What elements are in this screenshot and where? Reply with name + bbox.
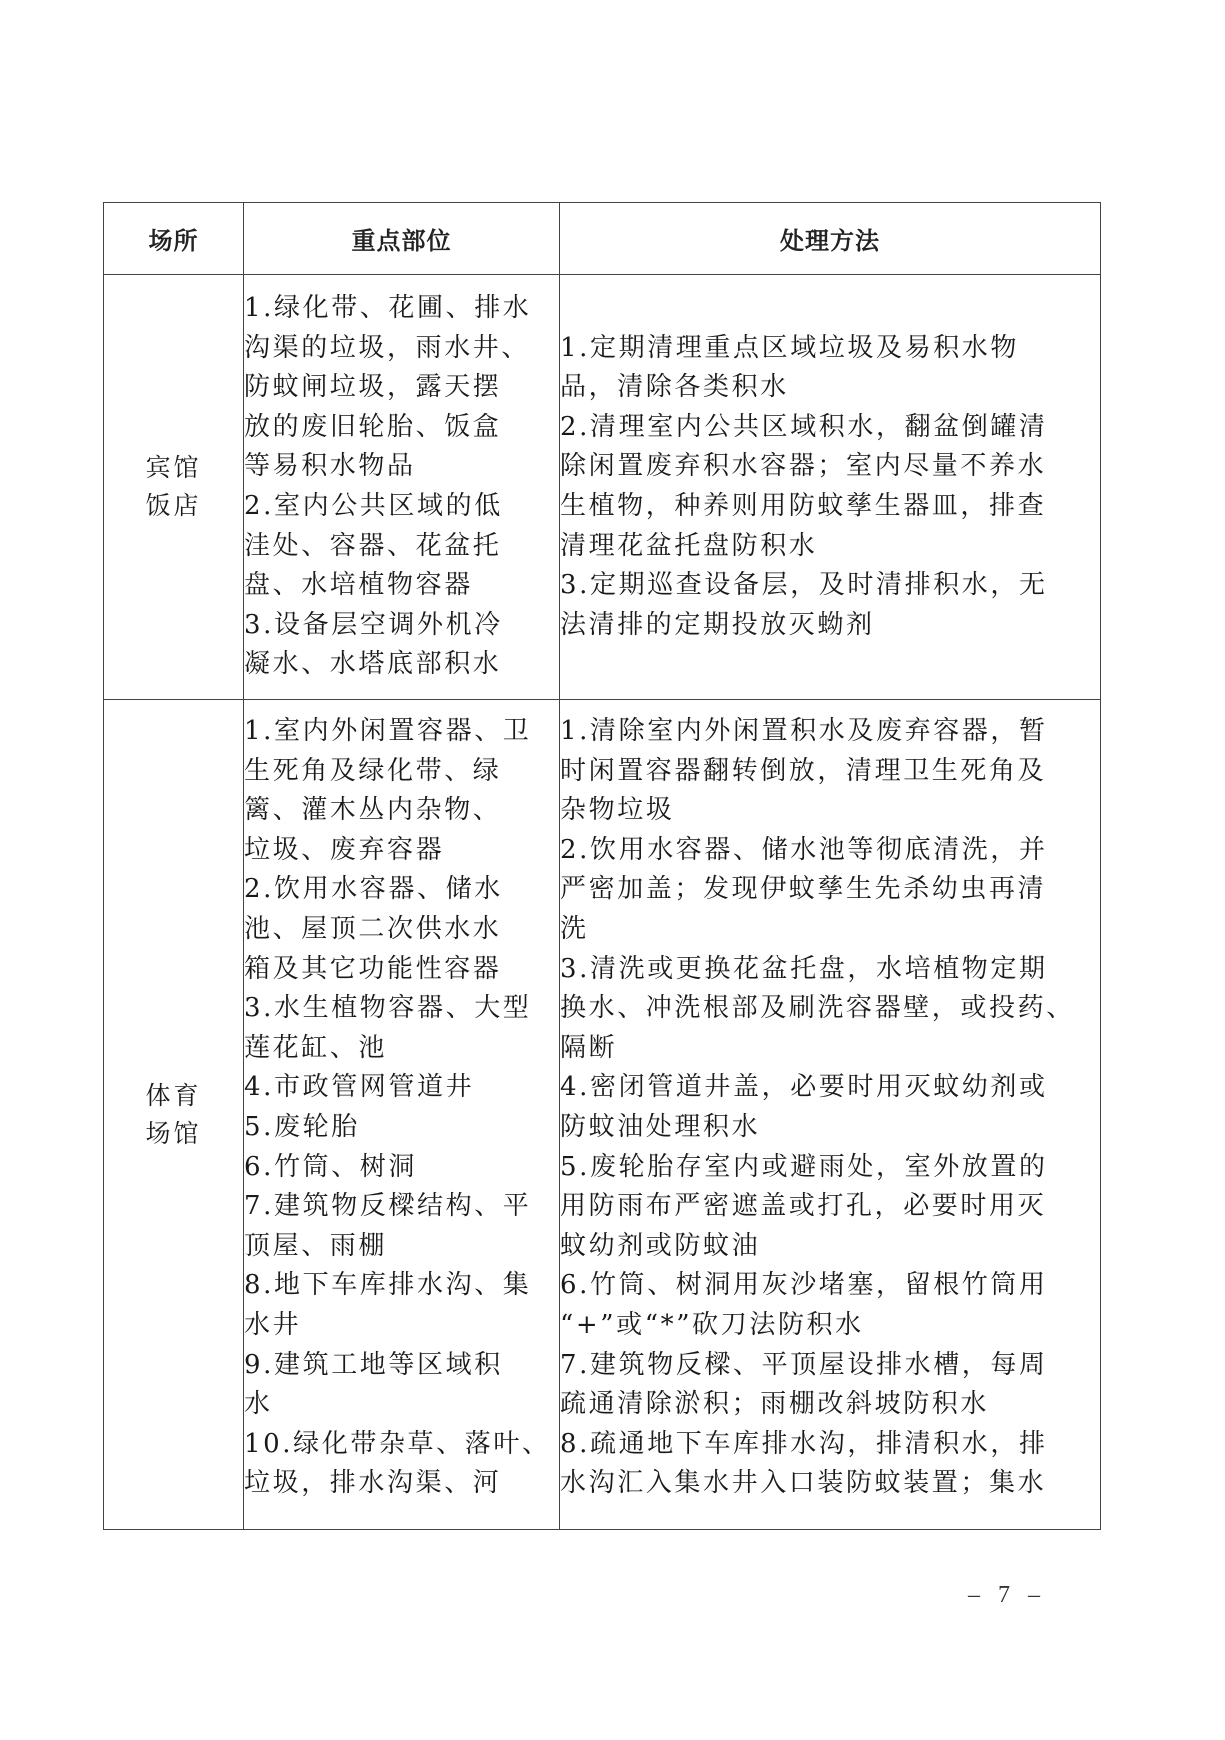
text-line: 沟渠的垃圾，雨水井、 <box>244 332 531 363</box>
text-line: 生植物，种养则用防蚊孳生器皿，排查 <box>560 491 1047 521</box>
text-line: 品，清除各类积水 <box>560 372 789 403</box>
text-line: 等易积水物品 <box>244 451 416 482</box>
text-line: 2.饮用水容器、储水 <box>244 874 503 905</box>
text-line: “+”或“*”砍刀法防积水 <box>560 1309 864 1340</box>
text-line: 1.室内外闲置容器、卫 <box>244 716 532 746</box>
text-line: 7.建筑物反樑、平顶屋设排水槽，每周 <box>560 1349 1048 1380</box>
place-label: 饭店 <box>145 491 202 520</box>
method-cell <box>560 275 1101 700</box>
method-cell <box>560 700 1101 1530</box>
text-line: 2.饮用水容器、储水池等彻底清洗，并 <box>560 834 1048 865</box>
page-number: – 7 – <box>968 1582 1046 1608</box>
text-line: 垃圾，排水沟渠、河 <box>244 1468 502 1499</box>
text-line: 5.废轮胎存室内或避雨处，室外放置的 <box>560 1151 1048 1182</box>
header-treatment-method: 处理方法 <box>560 203 1101 275</box>
text-line: 法清排的定期投放灭蚴剂 <box>560 609 875 640</box>
header-place: 场所 <box>104 203 244 275</box>
text-line: 3.定期巡查设备层，及时清排积水，无 <box>560 570 1048 601</box>
text-line: 2.室内公共区域的低 <box>244 491 503 521</box>
header-key-areas: 重点部位 <box>244 203 560 275</box>
text-line: 箱及其它功能性容器 <box>244 953 502 984</box>
text-line: 严密加盖；发现伊蚊孳生先杀幼虫再清 <box>560 874 1047 905</box>
text-line: 4.密闭管道井盖，必要时用灭蚊幼剂或 <box>560 1072 1048 1103</box>
text-line: 蚊幼剂或防蚊油 <box>560 1230 761 1261</box>
text-line: 生死角及绿化带、绿 <box>244 755 502 786</box>
text-line: 池、屋顶二次供水水 <box>244 913 502 944</box>
place-label: 体育 <box>145 1080 202 1110</box>
text-line: 杂物垃圾 <box>560 795 675 826</box>
table-header-row <box>104 203 1101 275</box>
text-line: 凝水、水塔底部积水 <box>244 649 502 680</box>
text-line: 清理花盆托盘防积水 <box>560 530 818 561</box>
text-line: 疏通清除淤积；雨棚改斜坡防积水 <box>560 1389 990 1420</box>
text-line: 莲花缸、池 <box>244 1032 388 1063</box>
text-line: 洗 <box>560 913 589 944</box>
text-line: 水 <box>244 1389 273 1420</box>
text-line: 8.疏通地下车库排水沟，排清积水，排 <box>560 1428 1048 1459</box>
text-line: 水井 <box>244 1309 302 1340</box>
text-line: 1.清除室内外闲置积水及废弃容器，暂 <box>560 716 1048 746</box>
text-line: 隔断 <box>560 1032 618 1063</box>
table-row-hotel <box>104 275 1101 700</box>
text-line: 9.建筑工地等区域积 <box>244 1349 503 1380</box>
text-line: 6.竹筒、树洞用灰沙堵塞，留根竹筒用 <box>560 1270 1048 1301</box>
text-line: 2.清理室内公共区域积水，翻盆倒罐清 <box>560 411 1048 442</box>
text-line: 1.绿化带、花圃、排水 <box>244 293 532 324</box>
text-line: 4.市政管网管道井 <box>244 1072 475 1103</box>
text-line: 用防雨布严密遮盖或打孔，必要时用灭 <box>560 1191 1047 1222</box>
text-line: 3.水生植物容器、大型 <box>244 993 532 1024</box>
place-cell <box>104 275 244 700</box>
table-row-sports <box>104 700 1101 1530</box>
text-line: 防蚊闸垃圾，露天摆 <box>244 372 502 403</box>
text-line: 7.建筑物反樑结构、平 <box>244 1191 532 1222</box>
text-line: 5.废轮胎 <box>244 1111 360 1142</box>
text-line: 3.设备层空调外机冷 <box>244 609 503 640</box>
text-line: 3.清洗或更换花盆托盘，水培植物定期 <box>560 953 1048 984</box>
text-line: 水沟汇入集水井入口装防蚊装置；集水 <box>560 1468 1047 1499</box>
measures-table <box>103 202 1101 1530</box>
place-label: 场馆 <box>145 1118 202 1148</box>
text-line: 洼处、容器、花盆托 <box>244 530 502 561</box>
key-areas-cell <box>244 275 560 700</box>
place-label: 宾馆 <box>145 453 202 482</box>
text-line: 防蚊油处理积水 <box>560 1111 761 1142</box>
text-line: 10.绿化带杂草、落叶、 <box>244 1428 551 1459</box>
text-line: 8.地下车库排水沟、集 <box>244 1270 532 1301</box>
text-line: 换水、冲洗根部及刷洗容器壁，或投药、 <box>560 993 1075 1024</box>
text-line: 放的废旧轮胎、饭盒 <box>244 411 502 442</box>
text-line: 1.定期清理重点区域垃圾及易积水物 <box>560 332 1020 363</box>
text-line: 6.竹筒、树洞 <box>244 1151 418 1182</box>
text-line: 除闲置废弃积水容器；室内尽量不养水 <box>560 451 1047 482</box>
text-line: 时闲置容器翻转倒放，清理卫生死角及 <box>560 755 1047 786</box>
text-line: 垃圾、废弃容器 <box>244 834 445 865</box>
text-line: 顶屋、雨棚 <box>244 1230 388 1261</box>
text-line: 盘、水培植物容器 <box>244 570 473 601</box>
key-areas-cell <box>244 700 560 1530</box>
place-cell <box>104 700 244 1530</box>
text-line: 篱、灌木丛内杂物、 <box>244 795 502 826</box>
